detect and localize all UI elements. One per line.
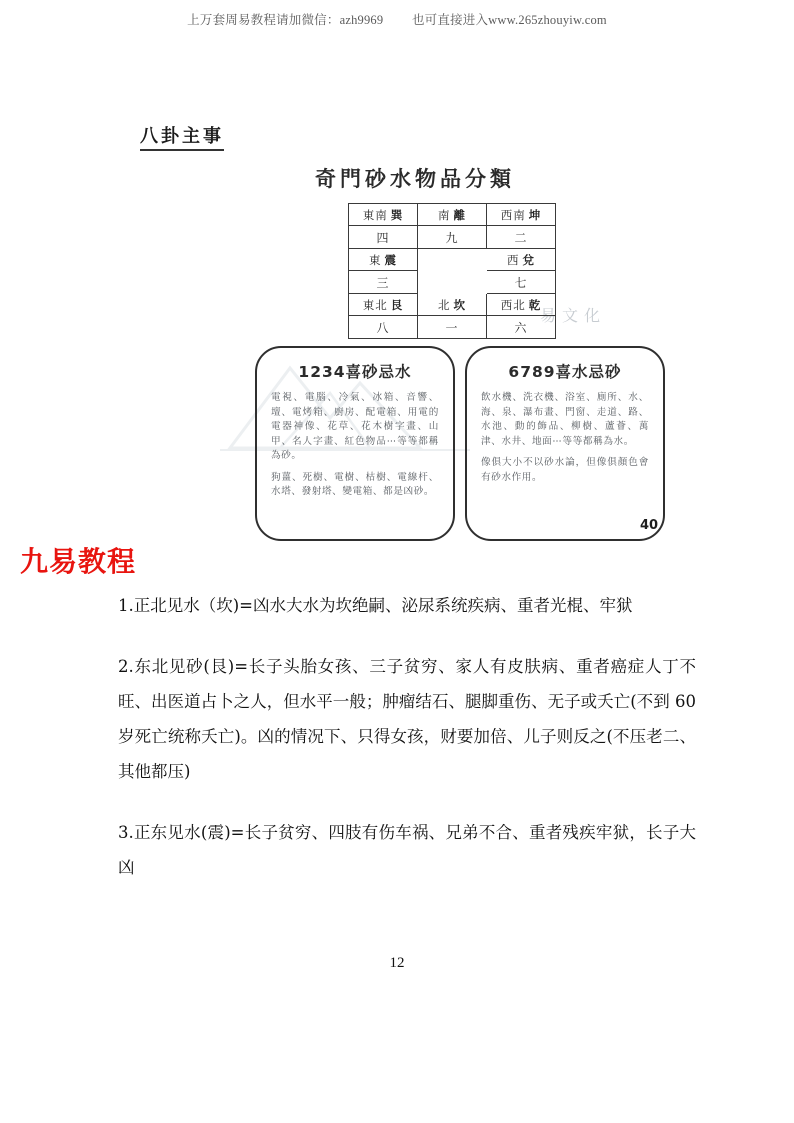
- sand-favor-box-title: 1234喜砂忌水: [298, 363, 412, 381]
- banner-left-text: 上万套周易教程请加微信：azh9969: [187, 13, 384, 27]
- nine-palace-table: [348, 203, 556, 339]
- body-text: [118, 588, 696, 911]
- cell-south: 南 離: [418, 204, 487, 226]
- body-paragraph-3: 3.正东见水(震)=长子贫穷、四肢有伤车祸、兄弟不合、重者残疾牢狱，长子大凶: [118, 823, 696, 877]
- water-favor-box-body: [481, 391, 649, 485]
- cell-num-2: 二: [487, 226, 556, 249]
- cell-southeast: 東南 巽: [349, 204, 418, 226]
- banner-right-text: 也可直接进入www.265zhouyiw.com: [411, 13, 607, 27]
- table-row: [349, 316, 556, 339]
- cell-num-3: 三: [349, 271, 418, 294]
- paragraph: 電視、電腦、冷氣、冰箱、音響、壇、電烤箱、廚房、配電箱、用電的電器神像、花草、花木樹字畫、山甲、名人字畫、紅色物品⋯等等都稱為砂。: [271, 392, 439, 461]
- cell-center: [418, 249, 487, 271]
- scanned-figure: [120, 108, 680, 558]
- site-logo: 九易教程: [20, 545, 137, 578]
- cell-northeast: 東北 艮: [349, 294, 418, 316]
- figure-heading: 八卦主事: [140, 122, 224, 151]
- cell-num-8: 八: [349, 316, 418, 339]
- top-watermark-banner: [0, 10, 794, 28]
- table-row: [349, 294, 556, 316]
- cell-southwest: 西南 坤: [487, 204, 556, 226]
- body-paragraph-1: 1.正北见水（坎)=凶水大水为坎绝嗣、泌尿系统疾病、重者光棍、牢狱: [118, 596, 633, 615]
- paragraph: 狗薑、死樹、電樹、枯樹、電線杆、水塔、發射塔、變電箱、都是凶砂。: [271, 471, 439, 497]
- body-paragraph-2: 2.东北见砂(艮)=长子头胎女孩、三子贫穷、家人有皮肤病、重者癌症人丁不旺、出医道占卜之人，但水平一般；肿瘤结石、腿脚重伤、无子或夭亡(不到 60 岁死亡统称夭亡)。凶的情况下、只得女孩，财要加倍、儿子则反之(不压老二、其他都压): [118, 657, 696, 781]
- cell-num-7: 七: [487, 271, 556, 294]
- table-row: [349, 249, 556, 271]
- cell-north: 北 坎: [418, 294, 487, 316]
- cell-num-center: [418, 271, 487, 294]
- cell-num-6: 六: [487, 316, 556, 339]
- figure-title: 奇門砂水物品分類: [315, 167, 515, 191]
- sand-favor-box-body: [271, 391, 439, 500]
- water-favor-box: [465, 346, 665, 541]
- sand-favor-box: [255, 346, 455, 541]
- table-row: [349, 226, 556, 249]
- cell-num-9: 九: [418, 226, 487, 249]
- cell-west: 西 兌: [487, 249, 556, 271]
- cell-num-4: 四: [349, 226, 418, 249]
- figure-page-mark: 40: [640, 518, 659, 533]
- watermark-right-text: 易文化: [540, 306, 607, 325]
- cell-num-1: 一: [418, 316, 487, 339]
- table-row: [349, 204, 556, 226]
- cell-northwest: 西北 乾: [487, 294, 556, 316]
- paragraph: 飲水機、洗衣機、浴室、廁所、水、海、泉、瀑布畫、門窗、走道、路、水池、動的飾品、柳樹、蘆薈、萬津、水井、地面⋯等等都稱為水。: [481, 392, 649, 447]
- cell-east: 東 震: [349, 249, 418, 271]
- page-number: 12: [389, 955, 405, 971]
- water-favor-box-title: 6789喜水忌砂: [508, 363, 622, 381]
- table-row: [349, 271, 556, 294]
- paragraph: 像俱大小不以砂水論，但像俱顏色會有砂水作用。: [481, 457, 649, 483]
